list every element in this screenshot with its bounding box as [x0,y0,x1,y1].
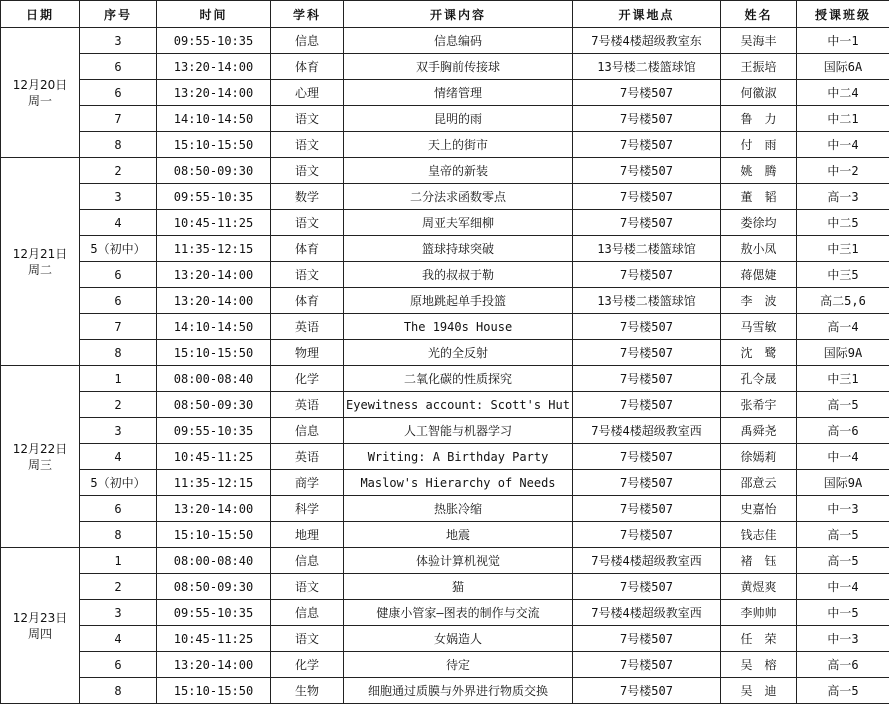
cell-index: 6 [80,80,157,106]
table-row [1,314,889,340]
cell-subject: 语文 [271,626,344,652]
cell-location: 7号楼507 [573,678,721,704]
cell-class: 国际9A [797,470,889,496]
cell-content: 猫 [344,574,573,600]
cell-location: 7号楼4楼超级教室西 [573,600,721,626]
cell-time: 14:10-14:50 [157,314,271,340]
cell-location: 7号楼507 [573,626,721,652]
cell-teacher: 吴 榕 [721,652,797,678]
table-row [1,262,889,288]
cell-subject: 科学 [271,496,344,522]
schedule-body [1,28,889,704]
cell-class: 国际6A [797,54,889,80]
cell-time: 08:50-09:30 [157,574,271,600]
cell-content: 细胞通过质膜与外界进行物质交换 [344,678,573,704]
cell-teacher: 钱志佳 [721,522,797,548]
header-date: 日期 [1,1,80,28]
cell-time: 10:45-11:25 [157,444,271,470]
table-row [1,496,889,522]
cell-location: 7号楼507 [573,392,721,418]
cell-time: 10:45-11:25 [157,210,271,236]
cell-time: 13:20-14:00 [157,288,271,314]
cell-time: 09:55-10:35 [157,184,271,210]
cell-class: 中三5 [797,262,889,288]
cell-class: 中一4 [797,132,889,158]
cell-location: 7号楼507 [573,210,721,236]
cell-content: 原地跳起单手投篮 [344,288,573,314]
cell-teacher: 李 波 [721,288,797,314]
cell-index: 1 [80,366,157,392]
cell-subject: 信息 [271,28,344,54]
cell-class: 中一4 [797,444,889,470]
cell-content: 人工智能与机器学习 [344,418,573,444]
cell-content: 二分法求函数零点 [344,184,573,210]
cell-teacher: 黄煜爽 [721,574,797,600]
cell-time: 08:00-08:40 [157,366,271,392]
cell-class: 中一3 [797,496,889,522]
cell-index: 3 [80,418,157,444]
cell-subject: 英语 [271,444,344,470]
cell-class: 中一3 [797,626,889,652]
cell-class: 中二4 [797,80,889,106]
header-location: 开课地点 [573,1,721,28]
cell-teacher: 沈 鹭 [721,340,797,366]
cell-teacher: 付 雨 [721,132,797,158]
cell-index: 3 [80,28,157,54]
header-content: 开课内容 [344,1,573,28]
table-row [1,340,889,366]
table-row [1,652,889,678]
cell-subject: 化学 [271,366,344,392]
cell-teacher: 张希宇 [721,392,797,418]
cell-location: 7号楼507 [573,184,721,210]
cell-subject: 数学 [271,184,344,210]
cell-class: 中一1 [797,28,889,54]
cell-content: The 1940s House [344,314,573,340]
cell-index: 6 [80,288,157,314]
table-row [1,574,889,600]
cell-time: 08:50-09:30 [157,392,271,418]
cell-content: 信息编码 [344,28,573,54]
cell-location: 7号楼507 [573,106,721,132]
cell-class: 高一4 [797,314,889,340]
cell-teacher: 邵意云 [721,470,797,496]
table-row [1,522,889,548]
table-row [1,470,889,496]
table-row [1,366,889,392]
weekday-label: 周四 [1,626,79,642]
cell-teacher: 任 荣 [721,626,797,652]
cell-class: 国际9A [797,340,889,366]
cell-location: 7号楼4楼超级教室西 [573,418,721,444]
cell-content: 热胀冷缩 [344,496,573,522]
cell-teacher: 王振培 [721,54,797,80]
cell-content: 女娲造人 [344,626,573,652]
cell-index: 8 [80,340,157,366]
cell-location: 7号楼507 [573,574,721,600]
cell-class: 高一5 [797,548,889,574]
cell-teacher: 徐嫣莉 [721,444,797,470]
cell-location: 7号楼507 [573,366,721,392]
header-row [1,1,889,28]
cell-location: 13号楼二楼篮球馆 [573,288,721,314]
cell-subject: 物理 [271,340,344,366]
cell-index: 7 [80,106,157,132]
cell-teacher: 吴海丰 [721,28,797,54]
cell-index: 3 [80,600,157,626]
cell-time: 11:35-12:15 [157,236,271,262]
cell-location: 7号楼4楼超级教室东 [573,28,721,54]
cell-index: 5（初中） [80,470,157,496]
cell-time: 13:20-14:00 [157,80,271,106]
cell-location: 7号楼4楼超级教室西 [573,548,721,574]
cell-teacher: 董 韬 [721,184,797,210]
cell-content: 昆明的雨 [344,106,573,132]
cell-time: 15:10-15:50 [157,678,271,704]
cell-location: 7号楼507 [573,652,721,678]
header-index: 序号 [80,1,157,28]
cell-time: 08:50-09:30 [157,158,271,184]
cell-location: 7号楼507 [573,470,721,496]
cell-content: 皇帝的新装 [344,158,573,184]
cell-subject: 信息 [271,600,344,626]
cell-teacher: 蒋偲婕 [721,262,797,288]
cell-class: 中三1 [797,366,889,392]
cell-class: 高一5 [797,522,889,548]
cell-index: 5（初中） [80,236,157,262]
cell-content: 体验计算机视觉 [344,548,573,574]
table-row [1,548,889,574]
cell-subject: 语文 [271,158,344,184]
cell-time: 15:10-15:50 [157,340,271,366]
cell-subject: 体育 [271,54,344,80]
cell-index: 3 [80,184,157,210]
cell-content: Writing: A Birthday Party [344,444,573,470]
cell-content: 篮球持球突破 [344,236,573,262]
cell-subject: 商学 [271,470,344,496]
cell-content: 情绪管理 [344,80,573,106]
cell-subject: 语文 [271,262,344,288]
cell-index: 2 [80,392,157,418]
cell-content: 周亚夫军细柳 [344,210,573,236]
cell-subject: 化学 [271,652,344,678]
date-label: 12月22日 [1,441,79,457]
table-row [1,132,889,158]
table-row [1,678,889,704]
table-row [1,288,889,314]
date-label: 12月23日 [1,610,79,626]
cell-location: 7号楼507 [573,80,721,106]
cell-subject: 语文 [271,210,344,236]
cell-location: 7号楼507 [573,132,721,158]
cell-subject: 体育 [271,288,344,314]
cell-index: 8 [80,522,157,548]
table-row [1,158,889,184]
cell-time: 13:20-14:00 [157,54,271,80]
cell-time: 10:45-11:25 [157,626,271,652]
cell-index: 7 [80,314,157,340]
cell-subject: 信息 [271,418,344,444]
cell-class: 高一6 [797,652,889,678]
cell-location: 7号楼507 [573,314,721,340]
cell-index: 2 [80,158,157,184]
cell-subject: 心理 [271,80,344,106]
cell-location: 13号楼二楼篮球馆 [573,54,721,80]
table-row [1,444,889,470]
cell-index: 4 [80,444,157,470]
cell-time: 13:20-14:00 [157,262,271,288]
cell-subject: 体育 [271,236,344,262]
cell-index: 1 [80,548,157,574]
cell-content: 二氧化碳的性质探究 [344,366,573,392]
date-cell [1,366,80,548]
cell-index: 6 [80,262,157,288]
cell-class: 高一3 [797,184,889,210]
cell-class: 中三1 [797,236,889,262]
cell-class: 中一4 [797,574,889,600]
cell-content: 地震 [344,522,573,548]
cell-time: 14:10-14:50 [157,106,271,132]
cell-content: Maslow's Hierarchy of Needs [344,470,573,496]
header-class: 授课班级 [797,1,889,28]
weekday-label: 周二 [1,262,79,278]
cell-teacher: 敖小凤 [721,236,797,262]
cell-content: 我的叔叔于勒 [344,262,573,288]
header-teacher: 姓名 [721,1,797,28]
cell-location: 13号楼二楼篮球馆 [573,236,721,262]
cell-class: 中二5 [797,210,889,236]
cell-class: 高一6 [797,418,889,444]
table-row [1,184,889,210]
date-label: 12月20日 [1,77,79,93]
table-row [1,106,889,132]
weekday-label: 周一 [1,93,79,109]
cell-index: 8 [80,678,157,704]
table-row [1,418,889,444]
cell-index: 4 [80,210,157,236]
date-cell [1,548,80,704]
cell-subject: 生物 [271,678,344,704]
date-cell [1,28,80,158]
cell-time: 15:10-15:50 [157,522,271,548]
table-row [1,392,889,418]
cell-location: 7号楼507 [573,158,721,184]
cell-time: 09:55-10:35 [157,600,271,626]
cell-subject: 语文 [271,106,344,132]
cell-subject: 英语 [271,314,344,340]
cell-teacher: 姚 腾 [721,158,797,184]
cell-time: 13:20-14:00 [157,496,271,522]
date-cell [1,158,80,366]
header-time: 时间 [157,1,271,28]
cell-class: 高二5,6 [797,288,889,314]
cell-teacher: 吴 迪 [721,678,797,704]
cell-teacher: 禹舜尧 [721,418,797,444]
cell-location: 7号楼507 [573,496,721,522]
table-row [1,80,889,106]
cell-teacher: 孔令晟 [721,366,797,392]
cell-teacher: 褚 钰 [721,548,797,574]
table-row [1,600,889,626]
cell-time: 11:35-12:15 [157,470,271,496]
cell-class: 高一5 [797,678,889,704]
table-row [1,210,889,236]
cell-teacher: 何徽淑 [721,80,797,106]
cell-subject: 英语 [271,392,344,418]
cell-location: 7号楼507 [573,340,721,366]
cell-time: 08:00-08:40 [157,548,271,574]
cell-index: 2 [80,574,157,600]
cell-class: 中一5 [797,600,889,626]
cell-time: 15:10-15:50 [157,132,271,158]
cell-subject: 信息 [271,548,344,574]
cell-class: 高一5 [797,392,889,418]
header-subject: 学科 [271,1,344,28]
cell-content: 待定 [344,652,573,678]
date-label: 12月21日 [1,246,79,262]
cell-teacher: 马雪敏 [721,314,797,340]
cell-teacher: 鲁 力 [721,106,797,132]
table-row [1,54,889,80]
table-row [1,236,889,262]
cell-content: 双手胸前传接球 [344,54,573,80]
cell-content: Eyewitness account: Scott's Hut [344,392,573,418]
cell-index: 8 [80,132,157,158]
cell-index: 6 [80,496,157,522]
cell-subject: 语文 [271,132,344,158]
cell-time: 13:20-14:00 [157,652,271,678]
cell-location: 7号楼507 [573,262,721,288]
cell-index: 4 [80,626,157,652]
cell-location: 7号楼507 [573,444,721,470]
table-row [1,626,889,652]
cell-index: 6 [80,54,157,80]
cell-content: 光的全反射 [344,340,573,366]
cell-teacher: 李帅帅 [721,600,797,626]
cell-subject: 地理 [271,522,344,548]
table-row [1,28,889,54]
cell-subject: 语文 [271,574,344,600]
cell-class: 中二1 [797,106,889,132]
cell-index: 6 [80,652,157,678]
cell-location: 7号楼507 [573,522,721,548]
cell-time: 09:55-10:35 [157,418,271,444]
weekday-label: 周三 [1,457,79,473]
cell-content: 天上的街市 [344,132,573,158]
cell-teacher: 史嘉怡 [721,496,797,522]
cell-time: 09:55-10:35 [157,28,271,54]
cell-class: 中一2 [797,158,889,184]
cell-content: 健康小管家—图表的制作与交流 [344,600,573,626]
cell-teacher: 娄徐均 [721,210,797,236]
